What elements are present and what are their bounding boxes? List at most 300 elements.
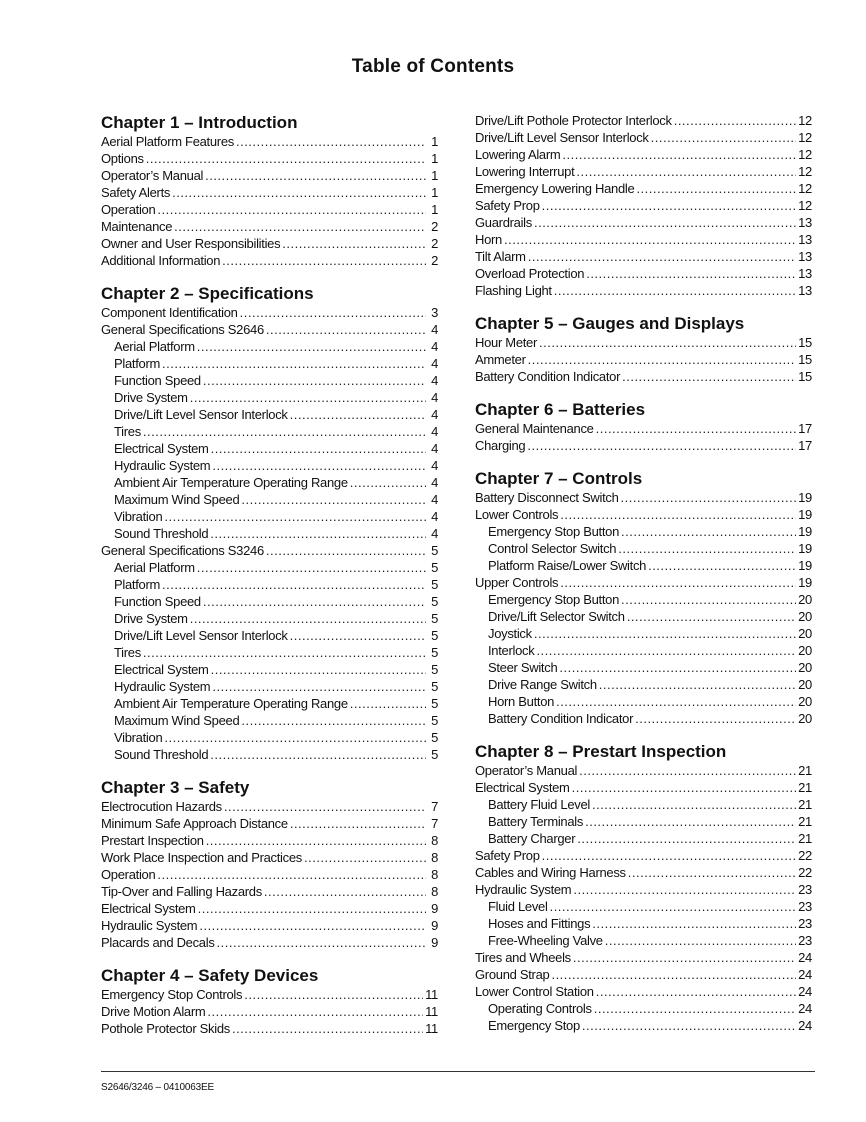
toc-column-right [475, 112, 812, 1034]
toc-subentry[interactable] [475, 1017, 812, 1034]
toc-subentry[interactable] [101, 559, 438, 576]
toc-entry[interactable] [475, 779, 812, 796]
dot-leader [560, 574, 796, 591]
entry-label: Overload Protection [475, 266, 585, 281]
dot-leader [203, 593, 426, 610]
entry-label: Ammeter [475, 352, 526, 367]
toc-entry[interactable] [475, 437, 812, 454]
chapter-heading[interactable]: Chapter 7 – Controls [475, 469, 643, 488]
entry-label: Tires and Wheels [475, 950, 571, 965]
entry-label: Tip-Over and Falling Hazards [101, 884, 262, 899]
entry-label: Battery Terminals [488, 814, 584, 829]
toc-subentry[interactable] [475, 710, 812, 727]
entry-page-number: 9 [431, 901, 438, 916]
toc-subentry[interactable] [475, 813, 812, 830]
entry-label: Operator’s Manual [101, 168, 204, 183]
entry-page-number: 8 [431, 850, 438, 865]
toc-entry[interactable] [101, 167, 438, 184]
toc-entry[interactable] [475, 180, 812, 197]
dot-leader [576, 163, 796, 180]
toc-entry[interactable] [475, 420, 812, 437]
toc-entry[interactable] [101, 235, 438, 252]
toc-subentry[interactable] [475, 796, 812, 813]
toc-entry[interactable] [475, 506, 812, 523]
entry-label: Owner and User Responsibilities [101, 236, 281, 251]
entry-label: Battery Condition Indicator [475, 369, 621, 384]
entry-label: Electrocution Hazards [101, 799, 222, 814]
dot-leader [562, 146, 796, 163]
dot-leader [198, 900, 426, 917]
entry-label: Drive System [114, 390, 188, 405]
chapter-heading[interactable]: Chapter 6 – Batteries [475, 400, 646, 419]
entry-page-number: 20 [798, 592, 812, 607]
dot-leader [222, 252, 426, 269]
entry-label: Battery Charger [488, 831, 576, 846]
entry-page-number: 23 [798, 916, 812, 931]
toc-subentry[interactable] [101, 440, 438, 457]
toc-entry[interactable] [101, 815, 438, 832]
toc-subentry[interactable] [475, 625, 812, 642]
entry-page-number: 8 [431, 833, 438, 848]
dot-leader [621, 523, 796, 540]
dot-leader [542, 197, 796, 214]
toc-entry[interactable] [475, 265, 812, 282]
toc-entry[interactable] [101, 866, 438, 883]
dot-leader [197, 559, 426, 576]
entry-page-number: 24 [798, 950, 812, 965]
dot-leader [203, 372, 426, 389]
toc-entry[interactable] [101, 849, 438, 866]
toc-entry[interactable] [101, 798, 438, 815]
entry-label: Operating Controls [488, 1001, 592, 1016]
entry-page-number: 4 [431, 492, 438, 507]
toc-entry[interactable] [475, 574, 812, 591]
toc-entry[interactable] [101, 218, 438, 235]
toc-subentry[interactable] [475, 1000, 812, 1017]
toc-entry[interactable] [475, 966, 812, 983]
toc-subentry[interactable] [101, 491, 438, 508]
entry-page-number: 20 [798, 643, 812, 658]
entry-label: Maintenance [101, 219, 173, 234]
toc-subentry[interactable] [101, 627, 438, 644]
dot-leader [146, 150, 426, 167]
dot-leader [282, 235, 426, 252]
entry-label: Interlock [488, 643, 535, 658]
toc-subentry[interactable] [101, 576, 438, 593]
entry-page-number: 11 [425, 1021, 438, 1036]
entry-page-number: 5 [431, 645, 438, 660]
dot-leader [536, 642, 796, 659]
entry-label: Emergency Lowering Handle [475, 181, 635, 196]
toc-entry[interactable] [101, 184, 438, 201]
dot-leader [199, 917, 426, 934]
dot-leader [290, 627, 426, 644]
toc-subentry[interactable] [475, 540, 812, 557]
entry-label: Electrical System [475, 780, 570, 795]
entry-label: Cables and Wiring Harness [475, 865, 626, 880]
toc-subentry[interactable] [475, 659, 812, 676]
entry-page-number: 5 [431, 713, 438, 728]
toc-entry[interactable] [101, 201, 438, 218]
toc-entry[interactable] [475, 146, 812, 163]
entry-page-number: 11 [425, 1004, 438, 1019]
entry-label: Horn [475, 232, 502, 247]
entry-page-number: 19 [798, 490, 812, 505]
entry-label: Operation [101, 202, 156, 217]
toc-entry[interactable] [101, 883, 438, 900]
dot-leader [528, 248, 796, 265]
entry-label: Drive/Lift Level Sensor Interlock [475, 130, 649, 145]
chapter-heading[interactable]: Chapter 3 – Safety [101, 778, 250, 797]
toc-subentry[interactable] [101, 610, 438, 627]
entry-label: Work Place Inspection and Practices [101, 850, 302, 865]
entry-page-number: 4 [431, 322, 438, 337]
dot-leader [636, 180, 796, 197]
entry-label: Drive System [114, 611, 188, 626]
entry-page-number: 13 [798, 283, 812, 298]
entry-label: Vibration [114, 509, 163, 524]
chapter-heading[interactable]: Chapter 8 – Prestart Inspection [475, 742, 727, 761]
entry-label: Platform Raise/Lower Switch [488, 558, 647, 573]
chapter-heading[interactable]: Chapter 5 – Gauges and Displays [475, 314, 745, 333]
entry-page-number: 12 [798, 147, 812, 162]
entry-page-number: 12 [798, 113, 812, 128]
dot-leader [264, 883, 426, 900]
entry-page-number: 15 [798, 369, 812, 384]
entry-label: Minimum Safe Approach Distance [101, 816, 288, 831]
entry-page-number: 21 [798, 780, 812, 795]
toc-subentry[interactable] [475, 830, 812, 847]
toc-entry[interactable] [475, 334, 812, 351]
toc-subentry[interactable] [475, 676, 812, 693]
entry-page-number: 24 [798, 1018, 812, 1033]
entry-label: Options [101, 151, 144, 166]
entry-label: Operator’s Manual [475, 763, 578, 778]
toc-entry[interactable] [101, 986, 438, 1003]
toc-entry[interactable] [101, 133, 438, 150]
dot-leader [350, 695, 426, 712]
entry-page-number: 1 [431, 151, 438, 166]
entry-label: Platform [114, 356, 161, 371]
toc-subentry[interactable] [101, 372, 438, 389]
dot-leader [190, 610, 426, 627]
entry-page-number: 4 [431, 407, 438, 422]
toc-subentry[interactable] [475, 642, 812, 659]
entry-page-number: 5 [431, 696, 438, 711]
toc-entry[interactable] [101, 934, 438, 951]
entry-page-number: 8 [431, 867, 438, 882]
entry-label: Tilt Alarm [475, 249, 526, 264]
dot-leader [207, 1003, 423, 1020]
dot-leader [534, 214, 796, 231]
toc-entry[interactable] [475, 489, 812, 506]
dot-leader [635, 710, 796, 727]
toc-entry[interactable] [475, 881, 812, 898]
dot-leader [554, 282, 796, 299]
entry-page-number: 20 [798, 694, 812, 709]
toc-subentry[interactable] [101, 695, 438, 712]
toc-subentry[interactable] [101, 474, 438, 491]
footer-divider [101, 1071, 815, 1072]
entry-page-number: 21 [798, 814, 812, 829]
footer-document-id: S2646/3246 – 0410063EE [101, 1082, 214, 1093]
entry-page-number: 1 [431, 168, 438, 183]
entry-label: Flashing Light [475, 283, 552, 298]
dot-leader [596, 983, 796, 1000]
dot-leader [618, 540, 796, 557]
toc-entry[interactable] [101, 832, 438, 849]
toc-entry[interactable] [475, 282, 812, 299]
entry-page-number: 8 [431, 884, 438, 899]
toc-entry[interactable] [101, 252, 438, 269]
dot-leader [157, 201, 426, 218]
entry-label: Hour Meter [475, 335, 538, 350]
entry-page-number: 12 [798, 130, 812, 145]
entry-page-number: 21 [798, 797, 812, 812]
entry-label: Drive/Lift Pothole Protector Interlock [475, 113, 672, 128]
entry-page-number: 4 [431, 441, 438, 456]
entry-page-number: 1 [431, 185, 438, 200]
toc-entry[interactable] [475, 368, 812, 385]
entry-page-number: 5 [431, 560, 438, 575]
dot-leader [164, 729, 426, 746]
toc-subentry[interactable] [101, 712, 438, 729]
dot-leader [592, 915, 796, 932]
dot-leader [290, 406, 426, 423]
entry-label: Joystick [488, 626, 532, 641]
entry-page-number: 20 [798, 677, 812, 692]
entry-page-number: 5 [431, 577, 438, 592]
dot-leader [212, 457, 426, 474]
entry-label: General Specifications S3246 [101, 543, 264, 558]
entry-label: Pothole Protector Skids [101, 1021, 230, 1036]
entry-label: Prestart Inspection [101, 833, 204, 848]
dot-leader [172, 184, 426, 201]
entry-label: Free-Wheeling Valve [488, 933, 603, 948]
entry-label: Tires [114, 645, 141, 660]
entry-label: Operation [101, 867, 156, 882]
toc-subentry[interactable] [475, 693, 812, 710]
entry-page-number: 12 [798, 164, 812, 179]
toc-subentry[interactable] [101, 338, 438, 355]
toc-subentry[interactable] [475, 608, 812, 625]
dot-leader [594, 1000, 796, 1017]
toc-entry[interactable] [101, 321, 438, 338]
dot-leader [628, 864, 796, 881]
dot-leader [573, 881, 796, 898]
entry-page-number: 4 [431, 339, 438, 354]
toc-subentry[interactable] [475, 898, 812, 915]
entry-label: Vibration [114, 730, 163, 745]
toc-column-left [101, 113, 438, 1037]
entry-page-number: 4 [431, 373, 438, 388]
entry-label: Additional Information [101, 253, 221, 268]
toc-subentry[interactable] [101, 661, 438, 678]
toc-entry[interactable] [475, 983, 812, 1000]
entry-page-number: 4 [431, 526, 438, 541]
entry-page-number: 19 [798, 558, 812, 573]
entry-page-number: 19 [798, 507, 812, 522]
entry-page-number: 5 [431, 543, 438, 558]
toc-entry[interactable] [101, 304, 438, 321]
toc-entry[interactable] [475, 949, 812, 966]
toc-entry[interactable] [475, 864, 812, 881]
toc-entry[interactable] [475, 248, 812, 265]
entry-page-number: 5 [431, 679, 438, 694]
entry-page-number: 5 [431, 611, 438, 626]
entry-label: Maximum Wind Speed [114, 492, 240, 507]
dot-leader [627, 608, 796, 625]
entry-page-number: 21 [798, 831, 812, 846]
toc-subentry[interactable] [101, 729, 438, 746]
toc-subentry[interactable] [101, 508, 438, 525]
toc-subentry[interactable] [475, 591, 812, 608]
toc-entry[interactable] [101, 900, 438, 917]
toc-subentry[interactable] [475, 932, 812, 949]
dot-leader [539, 334, 796, 351]
dot-leader [240, 304, 426, 321]
toc-entry[interactable] [475, 847, 812, 864]
entry-label: Hydraulic System [101, 918, 198, 933]
entry-page-number: 23 [798, 933, 812, 948]
toc-entry[interactable] [475, 214, 812, 231]
entry-label: Ambient Air Temperature Operating Range [114, 696, 348, 711]
entry-page-number: 24 [798, 984, 812, 999]
entry-page-number: 12 [798, 181, 812, 196]
entry-page-number: 5 [431, 730, 438, 745]
chapter-heading[interactable]: Chapter 1 – Introduction [101, 113, 298, 132]
entry-page-number: 24 [798, 1001, 812, 1016]
page-title: Table of Contents [351, 56, 515, 77]
entry-page-number: 2 [431, 219, 438, 234]
toc-subentry[interactable] [101, 355, 438, 372]
dot-leader [210, 746, 426, 763]
dot-leader [266, 321, 426, 338]
toc-subentry[interactable] [475, 915, 812, 932]
entry-label: General Maintenance [475, 421, 594, 436]
toc-entry[interactable] [475, 129, 812, 146]
entry-page-number: 2 [431, 236, 438, 251]
toc-subentry[interactable] [101, 457, 438, 474]
toc-subentry[interactable] [101, 525, 438, 542]
toc-subentry[interactable] [475, 523, 812, 540]
entry-label: Lower Control Station [475, 984, 594, 999]
toc-entry[interactable] [101, 150, 438, 167]
entry-page-number: 19 [798, 541, 812, 556]
entry-label: Emergency Stop Button [488, 524, 620, 539]
dot-leader [211, 440, 426, 457]
toc-entry[interactable] [475, 231, 812, 248]
entry-label: Battery Disconnect Switch [475, 490, 619, 505]
toc-entry[interactable] [101, 1020, 438, 1037]
dot-leader [542, 847, 796, 864]
entry-label: Electrical System [101, 901, 196, 916]
dot-leader [224, 798, 426, 815]
entry-page-number: 19 [798, 524, 812, 539]
toc-subentry[interactable] [101, 593, 438, 610]
toc-entry[interactable] [101, 542, 438, 559]
dot-leader [157, 866, 426, 883]
toc-entry[interactable] [101, 917, 438, 934]
entry-label: Safety Prop [475, 198, 540, 213]
entry-page-number: 13 [798, 215, 812, 230]
toc-subentry[interactable] [101, 423, 438, 440]
chapter-heading[interactable]: Chapter 2 – Specifications [101, 284, 314, 303]
entry-label: Function Speed [114, 373, 201, 388]
dot-leader [621, 489, 797, 506]
entry-page-number: 5 [431, 747, 438, 762]
toc-subentry[interactable] [101, 406, 438, 423]
entry-page-number: 9 [431, 918, 438, 933]
toc-entry[interactable] [101, 1003, 438, 1020]
entry-label: Platform [114, 577, 161, 592]
toc-subentry[interactable] [101, 678, 438, 695]
entry-page-number: 3 [431, 305, 438, 320]
dot-leader [551, 966, 796, 983]
toc-entry[interactable] [475, 112, 812, 129]
entry-label: Hydraulic System [475, 882, 572, 897]
toc-entry[interactable] [475, 163, 812, 180]
entry-page-number: 17 [798, 421, 812, 436]
entry-page-number: 15 [798, 352, 812, 367]
dot-leader [290, 815, 426, 832]
entry-page-number: 20 [798, 626, 812, 641]
entry-label: Drive Motion Alarm [101, 1004, 206, 1019]
entry-page-number: 5 [431, 628, 438, 643]
dot-leader [217, 934, 426, 951]
dot-leader [210, 525, 426, 542]
toc-entry[interactable] [475, 351, 812, 368]
entry-label: Lowering Interrupt [475, 164, 575, 179]
toc-entry[interactable] [475, 762, 812, 779]
entry-page-number: 20 [798, 609, 812, 624]
entry-label: Fluid Level [488, 899, 548, 914]
entry-label: Aerial Platform [114, 560, 195, 575]
entry-label: Control Selector Switch [488, 541, 617, 556]
toc-entry[interactable] [475, 197, 812, 214]
entry-label: Drive/Lift Level Sensor Interlock [114, 407, 288, 422]
dot-leader [582, 1017, 796, 1034]
entry-page-number: 15 [798, 335, 812, 350]
entry-label: Upper Controls [475, 575, 559, 590]
dot-leader [573, 949, 796, 966]
entry-label: Battery Fluid Level [488, 797, 590, 812]
entry-page-number: 1 [431, 202, 438, 217]
entry-page-number: 13 [798, 249, 812, 264]
toc-subentry[interactable] [101, 746, 438, 763]
entry-page-number: 21 [798, 763, 812, 778]
entry-label: Sound Threshold [114, 526, 209, 541]
entry-page-number: 17 [798, 438, 812, 453]
entry-page-number: 7 [431, 816, 438, 831]
entry-label: Emergency Stop Controls [101, 987, 243, 1002]
toc-subentry[interactable] [475, 557, 812, 574]
dot-leader [527, 437, 796, 454]
entry-page-number: 13 [798, 232, 812, 247]
entry-label: Charging [475, 438, 526, 453]
toc-subentry[interactable] [101, 644, 438, 661]
entry-page-number: 4 [431, 458, 438, 473]
dot-leader [674, 112, 796, 129]
toc-subentry[interactable] [101, 389, 438, 406]
chapter-heading[interactable]: Chapter 4 – Safety Devices [101, 966, 319, 985]
dot-leader [605, 932, 796, 949]
dot-leader [560, 506, 796, 523]
entry-label: Lowering Alarm [475, 147, 561, 162]
dot-leader [585, 813, 796, 830]
entry-label: Sound Threshold [114, 747, 209, 762]
entry-label: Guardrails [475, 215, 532, 230]
